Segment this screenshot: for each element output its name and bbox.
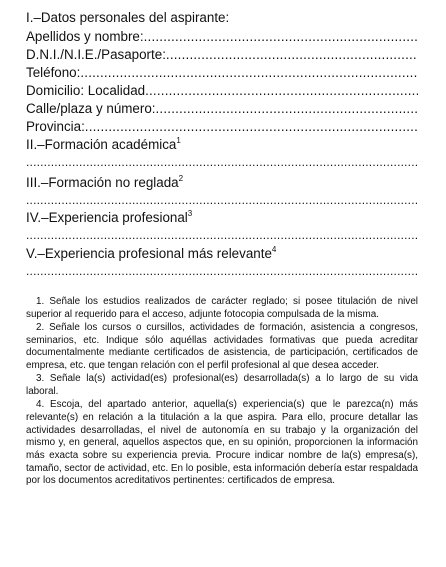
- field-province-dots: [85, 119, 418, 135]
- field-street-label: Calle/plaza y número:: [26, 101, 156, 116]
- section-academic-label: II.–Formación académica: [26, 137, 177, 152]
- field-name-label: Apellidos y nombre:: [26, 29, 144, 44]
- field-phone[interactable]: [26, 63, 418, 81]
- footnote-3: 3. Señale la(s) actividad(es) profesional(es) desarrollada(s) a lo largo de su vida laboral.: [26, 373, 418, 397]
- section-academic-title: [26, 137, 181, 153]
- field-name[interactable]: [26, 27, 418, 45]
- field-phone-dots: [80, 65, 418, 81]
- section-experience-title: [26, 210, 192, 226]
- section-nonformal-label: III.–Formación no reglada: [26, 175, 179, 190]
- section-relevant-input[interactable]: [26, 266, 418, 276]
- section-academic-ref: 1: [176, 136, 181, 145]
- field-locality-dots: [145, 83, 418, 99]
- footnote-2: 2. Señale los cursos o cursillos, actividades de formación, asistencia a congresos, seminarios, etc. Indique sólo aquéllas actividades formativas que pueda acreditar documentalmente mediante certificados de asistencia, de participación, certificados de empresa, etc. que tengan relación con el perfil profesional al que desea acceder.: [26, 321, 418, 372]
- section-relevant-ref: 4: [271, 245, 277, 254]
- field-street-dots: [156, 101, 418, 117]
- field-id-document[interactable]: [26, 45, 418, 63]
- section-personal-data-title: I.–Datos personales del aspirante:: [26, 10, 230, 25]
- section-academic-input[interactable]: [26, 157, 418, 167]
- section-nonformal-ref: 2: [178, 174, 184, 183]
- section-experience-label: IV.–Experiencia profesional: [26, 210, 188, 225]
- footnotes: [26, 296, 418, 489]
- section-nonformal-input[interactable]: [26, 195, 418, 205]
- field-province-label: Provincia:: [26, 119, 85, 134]
- section-experience-ref: 3: [187, 209, 193, 218]
- field-name-dots: [144, 29, 418, 45]
- field-province[interactable]: [26, 117, 418, 135]
- section-relevant-title: [26, 246, 276, 262]
- section-relevant-label: V.–Experiencia profesional más relevante: [26, 246, 272, 261]
- field-locality-label: Domicilio: Localidad: [26, 83, 146, 98]
- field-phone-label: Teléfono:: [26, 65, 81, 80]
- section-nonformal-title: [26, 175, 183, 191]
- field-locality[interactable]: [26, 81, 418, 99]
- field-street[interactable]: [26, 99, 418, 117]
- field-id-document-dots: [166, 47, 418, 63]
- footnote-4: 4. Escoja, del apartado anterior, aquella(s) experiencia(s) que le parezca(n) más relevante(s) en relación a la titulación a la que aspira. Para ello, procure detallar las actividades desarrolladas, el nivel de autonomía en su trabajo y la organización del mismo y, en general, aquellos aspectos que, en su opinión, proporcionen la información más exacta sobre su experiencia previa. Procure indicar nombre de la(s) empresa(s), tamaño, sector de actividad, etc. En lo posible, esta información debería estar respaldada por los documentos acreditativos pertinentes: certificados de empresa.: [26, 399, 418, 487]
- footnote-1: 1. Señale los estudios realizados de carácter reglado; si posee titulación de nivel superior al requerido para el acceso, adjunte fotocopia compulsada de la misma.: [26, 296, 418, 320]
- section-experience-input[interactable]: [26, 230, 418, 240]
- field-id-document-label: D.N.I./N.I.E./Pasaporte:: [26, 47, 166, 62]
